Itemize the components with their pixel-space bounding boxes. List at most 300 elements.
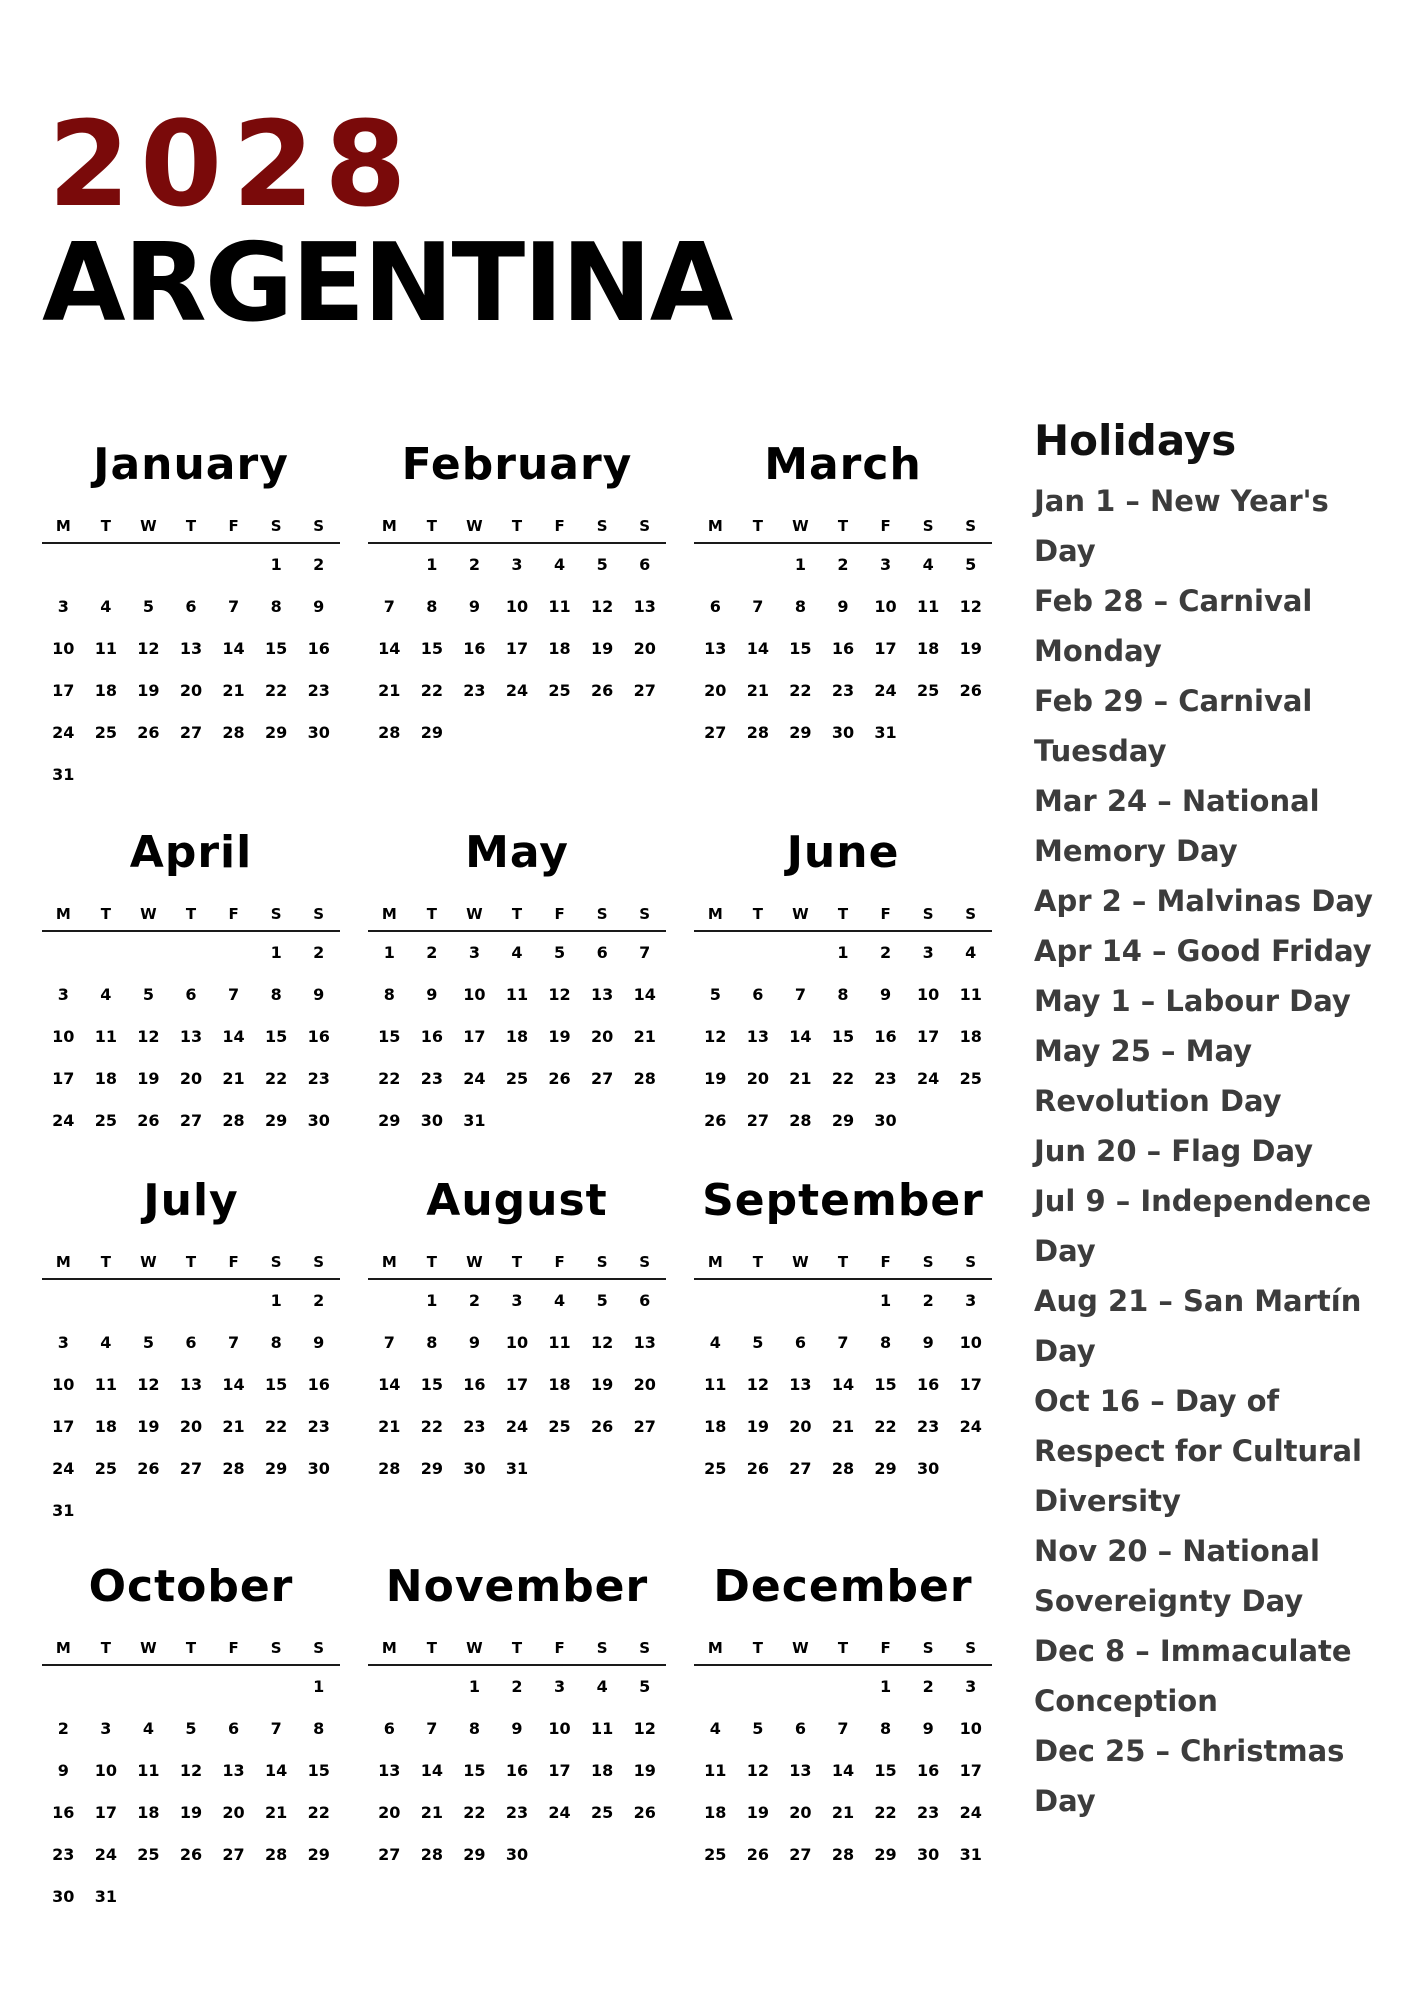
day-cell: 28 — [378, 723, 401, 742]
empty-cell — [170, 544, 213, 586]
weekday-header: M — [42, 898, 85, 932]
weekday-header: T — [822, 1246, 865, 1280]
day-cell: 15 — [789, 639, 812, 658]
day-cell: 27 — [789, 1845, 812, 1864]
day-cell: 18 — [94, 1417, 117, 1436]
weekday-header: F — [538, 898, 581, 932]
day-cell: 12 — [137, 1027, 160, 1046]
month-january — [42, 438, 340, 796]
day-cell: 27 — [746, 1111, 769, 1130]
day-cell: 31 — [94, 1887, 117, 1906]
day-cell: 10 — [505, 1333, 529, 1352]
day-cell: 8 — [879, 1333, 892, 1352]
day-cell: 28 — [789, 1111, 812, 1130]
month-april — [42, 826, 340, 1142]
empty-cell — [127, 544, 170, 586]
day-cell: 9 — [922, 1333, 934, 1352]
day-cell: 23 — [307, 1417, 330, 1436]
day-cell: 3 — [57, 597, 69, 616]
day-cell: 11 — [548, 1333, 571, 1352]
weekday-header: S — [297, 510, 340, 544]
day-cell: 29 — [463, 1845, 486, 1864]
month-name: November — [385, 1561, 649, 1612]
day-cell: 19 — [959, 639, 982, 658]
day-cell: 8 — [270, 985, 282, 1004]
day-cell: 8 — [270, 1333, 282, 1352]
month-name: October — [88, 1561, 294, 1612]
day-cell: 29 — [874, 1845, 897, 1864]
weekday-header: S — [949, 1632, 992, 1666]
empty-cell — [127, 1666, 170, 1708]
weekday-header: W — [127, 1632, 170, 1666]
month-grid — [368, 1246, 666, 1490]
day-cell: 18 — [704, 1417, 727, 1436]
day-cell: 26 — [548, 1069, 571, 1088]
day-cell: 18 — [137, 1803, 160, 1822]
month-grid — [368, 510, 666, 754]
day-cell: 18 — [591, 1761, 614, 1780]
empty-cell — [368, 544, 411, 586]
weekday-header: T — [496, 510, 539, 544]
day-cell: 16 — [505, 1761, 529, 1780]
day-cell: 7 — [383, 597, 395, 616]
day-cell: 28 — [831, 1459, 855, 1478]
weekday-header: T — [170, 510, 213, 544]
month-may — [368, 826, 666, 1142]
weekday-header: S — [581, 510, 624, 544]
day-cell: 31 — [874, 723, 897, 742]
day-cell: 22 — [463, 1803, 486, 1822]
day-cell: 8 — [426, 1333, 438, 1352]
day-cell: 6 — [227, 1719, 240, 1738]
weekday-header: T — [85, 1246, 128, 1280]
day-cell: 12 — [591, 1333, 614, 1352]
weekday-header: T — [85, 898, 128, 932]
day-cell: 19 — [548, 1027, 571, 1046]
day-cell: 17 — [463, 1027, 486, 1046]
day-cell: 13 — [633, 1333, 656, 1352]
weekday-header: S — [581, 898, 624, 932]
day-cell: 25 — [548, 681, 571, 700]
day-cell: 17 — [505, 1375, 529, 1394]
day-cell: 21 — [831, 1803, 855, 1822]
weekday-header: S — [907, 1632, 950, 1666]
day-cell: 8 — [383, 985, 395, 1004]
day-cell: 6 — [639, 555, 651, 574]
day-cell: 10 — [52, 1027, 75, 1046]
holiday-item: Feb 29 – Carnival Tuesday — [1034, 684, 1313, 768]
day-cell: 15 — [420, 639, 443, 658]
day-cell: 18 — [548, 639, 571, 658]
weekday-header: F — [864, 1246, 907, 1280]
weekday-header: F — [538, 1632, 581, 1666]
holiday-item: May 25 – May Revolution Day — [1034, 1034, 1282, 1118]
day-cell: 26 — [137, 1459, 160, 1478]
day-cell: 12 — [746, 1375, 769, 1394]
month-december — [694, 1560, 992, 1876]
day-cell: 1 — [426, 1291, 438, 1310]
month-june — [694, 826, 992, 1142]
day-cell: 26 — [591, 681, 614, 700]
day-cell: 18 — [959, 1027, 982, 1046]
month-november — [368, 1560, 666, 1876]
day-cell: 7 — [837, 1719, 849, 1738]
year-title: 2028 — [48, 95, 417, 233]
day-cell: 29 — [420, 723, 443, 742]
day-cell: 27 — [222, 1845, 245, 1864]
empty-cell — [85, 1280, 128, 1322]
empty-cell — [85, 544, 128, 586]
day-cell: 13 — [746, 1027, 769, 1046]
day-cell: 18 — [917, 639, 940, 658]
weekday-header: M — [694, 1632, 737, 1666]
month-grid — [42, 1632, 340, 1918]
weekday-header: S — [623, 1632, 666, 1666]
day-cell: 11 — [94, 639, 117, 658]
weekday-header: W — [779, 898, 822, 932]
holiday-item: Oct 16 – Day of Respect for Cultural Diversity — [1034, 1384, 1362, 1518]
day-cell: 16 — [52, 1803, 75, 1822]
day-cell: 22 — [420, 1417, 443, 1436]
day-cell: 6 — [185, 597, 197, 616]
day-cell: 17 — [917, 1027, 940, 1046]
weekday-header: T — [411, 898, 454, 932]
day-cell: 11 — [94, 1375, 117, 1394]
day-cell: 28 — [222, 1459, 245, 1478]
day-cell: 14 — [378, 1375, 401, 1394]
day-cell: 25 — [94, 723, 117, 742]
weekday-header: T — [737, 1246, 780, 1280]
day-cell: 12 — [746, 1761, 769, 1780]
empty-cell — [822, 1280, 865, 1322]
day-cell: 19 — [137, 1417, 160, 1436]
day-cell: 26 — [137, 1111, 160, 1130]
day-cell: 16 — [307, 639, 330, 658]
day-cell: 29 — [420, 1459, 443, 1478]
day-cell: 4 — [511, 943, 523, 962]
month-grid — [694, 1246, 992, 1490]
weekday-header: S — [623, 510, 666, 544]
day-cell: 15 — [265, 639, 288, 658]
month-name: February — [401, 439, 633, 490]
day-cell: 3 — [511, 555, 523, 574]
day-cell: 1 — [837, 943, 849, 962]
day-cell: 4 — [100, 597, 112, 616]
day-cell: 16 — [463, 1375, 486, 1394]
day-cell: 26 — [591, 1417, 614, 1436]
empty-cell — [85, 932, 128, 974]
month-name: January — [93, 439, 289, 490]
empty-cell — [212, 544, 255, 586]
day-cell: 17 — [548, 1761, 571, 1780]
day-cell: 6 — [383, 1719, 395, 1738]
day-cell: 8 — [468, 1719, 480, 1738]
day-cell: 25 — [917, 681, 940, 700]
day-cell: 17 — [52, 1069, 75, 1088]
day-cell: 5 — [553, 943, 566, 962]
day-cell: 30 — [307, 1111, 330, 1130]
weekday-header: T — [822, 1632, 865, 1666]
month-name: July — [143, 1175, 239, 1226]
day-cell: 31 — [959, 1845, 982, 1864]
day-cell: 29 — [831, 1111, 855, 1130]
day-cell: 20 — [704, 681, 727, 700]
holiday-item: Jan 1 – New Year's Day — [1034, 484, 1329, 568]
empty-cell — [779, 1280, 822, 1322]
day-cell: 1 — [270, 555, 282, 574]
day-cell: 5 — [709, 985, 721, 1004]
day-cell: 21 — [746, 681, 769, 700]
day-cell: 22 — [265, 1417, 288, 1436]
day-cell: 20 — [789, 1417, 812, 1436]
day-cell: 10 — [94, 1761, 117, 1780]
day-cell: 18 — [94, 681, 117, 700]
day-cell: 7 — [752, 597, 764, 616]
day-cell: 9 — [313, 597, 325, 616]
day-cell: 5 — [142, 597, 154, 616]
day-cell: 10 — [917, 985, 940, 1004]
month-name: April — [129, 827, 253, 878]
day-cell: 14 — [265, 1761, 288, 1780]
day-cell: 27 — [633, 1417, 656, 1436]
day-cell: 30 — [505, 1845, 529, 1864]
day-cell: 8 — [313, 1719, 325, 1738]
empty-cell — [737, 1666, 780, 1708]
day-cell: 11 — [94, 1027, 117, 1046]
weekday-header: W — [453, 510, 496, 544]
month-july — [42, 1174, 340, 1532]
day-cell: 30 — [52, 1887, 75, 1906]
day-cell: 10 — [52, 1375, 75, 1394]
day-cell: 4 — [100, 1333, 112, 1352]
day-cell: 24 — [959, 1417, 982, 1436]
empty-cell — [737, 544, 780, 586]
day-cell: 14 — [831, 1375, 855, 1394]
day-cell: 7 — [227, 597, 240, 616]
month-name: September — [702, 1175, 984, 1226]
weekday-header: T — [496, 1632, 539, 1666]
day-cell: 24 — [505, 1417, 529, 1436]
day-cell: 22 — [420, 681, 443, 700]
weekday-header: S — [297, 1246, 340, 1280]
day-cell: 5 — [142, 1333, 154, 1352]
day-cell: 31 — [52, 1501, 75, 1520]
holiday-item: Dec 25 – Christmas Day — [1034, 1734, 1345, 1818]
day-cell: 22 — [831, 1069, 855, 1088]
weekday-header: T — [737, 1632, 780, 1666]
day-cell: 9 — [57, 1761, 69, 1780]
day-cell: 29 — [265, 723, 288, 742]
day-cell: 19 — [633, 1761, 656, 1780]
day-cell: 17 — [94, 1803, 117, 1822]
day-cell: 4 — [709, 1719, 721, 1738]
day-cell: 9 — [922, 1719, 934, 1738]
day-cell: 26 — [137, 723, 160, 742]
empty-cell — [694, 1280, 737, 1322]
day-cell: 2 — [879, 943, 892, 962]
day-cell: 20 — [179, 1069, 203, 1088]
day-cell: 15 — [420, 1375, 443, 1394]
weekday-header: F — [538, 1246, 581, 1280]
empty-cell — [212, 1280, 255, 1322]
day-cell: 25 — [548, 1417, 571, 1436]
weekday-header: S — [949, 510, 992, 544]
weekday-header: M — [694, 1246, 737, 1280]
day-cell: 5 — [965, 555, 977, 574]
day-cell: 19 — [137, 681, 160, 700]
day-cell: 2 — [511, 1677, 523, 1696]
day-cell: 1 — [270, 943, 282, 962]
day-cell: 30 — [463, 1459, 486, 1478]
day-cell: 7 — [270, 1719, 282, 1738]
day-cell: 8 — [879, 1719, 892, 1738]
weekday-header: T — [170, 898, 213, 932]
month-march — [694, 438, 992, 754]
day-cell: 5 — [752, 1719, 764, 1738]
month-grid — [368, 1632, 666, 1876]
month-name: December — [713, 1561, 973, 1612]
day-cell: 3 — [511, 1291, 523, 1310]
day-cell: 31 — [463, 1111, 486, 1130]
weekday-header: M — [368, 510, 411, 544]
day-cell: 3 — [965, 1291, 977, 1310]
weekday-header: S — [581, 1632, 624, 1666]
day-cell: 10 — [548, 1719, 571, 1738]
weekday-header: S — [907, 1246, 950, 1280]
weekday-header: T — [85, 1632, 128, 1666]
day-cell: 15 — [831, 1027, 855, 1046]
empty-cell — [822, 1666, 865, 1708]
weekday-header: S — [623, 1246, 666, 1280]
day-cell: 28 — [378, 1459, 401, 1478]
weekday-header: T — [822, 898, 865, 932]
day-cell: 24 — [874, 681, 897, 700]
weekday-header: S — [255, 510, 298, 544]
empty-cell — [779, 932, 822, 974]
day-cell: 22 — [265, 681, 288, 700]
day-cell: 2 — [426, 943, 438, 962]
weekday-header: W — [779, 510, 822, 544]
day-cell: 3 — [57, 1333, 69, 1352]
day-cell: 20 — [746, 1069, 769, 1088]
day-cell: 4 — [100, 985, 112, 1004]
day-cell: 29 — [307, 1845, 330, 1864]
day-cell: 12 — [137, 1375, 160, 1394]
weekday-header: F — [864, 898, 907, 932]
day-cell: 20 — [633, 1375, 656, 1394]
day-cell: 11 — [959, 985, 982, 1004]
day-cell: 24 — [52, 1111, 75, 1130]
empty-cell — [737, 932, 780, 974]
day-cell: 15 — [265, 1027, 288, 1046]
weekday-header: F — [212, 898, 255, 932]
holidays-list — [1034, 476, 1394, 1826]
day-cell: 21 — [265, 1803, 288, 1822]
day-cell: 12 — [179, 1761, 203, 1780]
day-cell: 31 — [505, 1459, 529, 1478]
day-cell: 13 — [222, 1761, 245, 1780]
day-cell: 4 — [553, 555, 566, 574]
day-cell: 15 — [874, 1761, 897, 1780]
empty-cell — [694, 544, 737, 586]
day-cell: 23 — [307, 1069, 330, 1088]
day-cell: 14 — [831, 1761, 855, 1780]
day-cell: 27 — [378, 1845, 401, 1864]
day-cell: 30 — [917, 1845, 940, 1864]
weekday-header: F — [864, 1632, 907, 1666]
holidays-title: Holidays — [1034, 416, 1237, 465]
day-cell: 28 — [265, 1845, 288, 1864]
day-cell: 5 — [596, 555, 608, 574]
day-cell: 30 — [917, 1459, 940, 1478]
day-cell: 21 — [789, 1069, 812, 1088]
month-grid — [694, 1632, 992, 1876]
day-cell: 23 — [917, 1803, 940, 1822]
day-cell: 10 — [52, 639, 75, 658]
day-cell: 14 — [746, 639, 769, 658]
day-cell: 10 — [505, 597, 529, 616]
day-cell: 25 — [505, 1069, 529, 1088]
weekday-header: M — [42, 1632, 85, 1666]
day-cell: 18 — [505, 1027, 529, 1046]
day-cell: 5 — [185, 1719, 197, 1738]
day-cell: 3 — [100, 1719, 112, 1738]
day-cell: 17 — [959, 1761, 982, 1780]
day-cell: 27 — [591, 1069, 614, 1088]
empty-cell — [42, 1280, 85, 1322]
country-title: ARGENTINA — [42, 221, 732, 346]
day-cell: 20 — [179, 1417, 203, 1436]
day-cell: 6 — [185, 985, 197, 1004]
day-cell: 13 — [704, 639, 727, 658]
day-cell: 26 — [746, 1845, 769, 1864]
day-cell: 6 — [596, 943, 608, 962]
day-cell: 19 — [591, 1375, 614, 1394]
day-cell: 3 — [922, 943, 934, 962]
empty-cell — [694, 1666, 737, 1708]
day-cell: 8 — [426, 597, 438, 616]
day-cell: 19 — [704, 1069, 727, 1088]
holiday-item: Apr 14 – Good Friday — [1034, 934, 1372, 968]
day-cell: 18 — [548, 1375, 571, 1394]
day-cell: 23 — [307, 681, 330, 700]
day-cell: 2 — [57, 1719, 69, 1738]
day-cell: 16 — [831, 639, 855, 658]
empty-cell — [737, 1280, 780, 1322]
empty-cell — [255, 1666, 298, 1708]
weekday-header: S — [255, 898, 298, 932]
empty-cell — [694, 932, 737, 974]
day-cell: 16 — [874, 1027, 897, 1046]
holiday-item: Mar 24 – National Memory Day — [1034, 784, 1320, 868]
day-cell: 3 — [965, 1677, 977, 1696]
day-cell: 25 — [94, 1459, 117, 1478]
day-cell: 10 — [874, 597, 897, 616]
day-cell: 3 — [57, 985, 69, 1004]
day-cell: 21 — [378, 1417, 401, 1436]
weekday-header: F — [212, 1246, 255, 1280]
weekday-header: W — [779, 1246, 822, 1280]
day-cell: 3 — [553, 1677, 566, 1696]
day-cell: 7 — [227, 985, 240, 1004]
weekday-header: S — [907, 510, 950, 544]
day-cell: 27 — [704, 723, 727, 742]
month-september — [694, 1174, 992, 1490]
empty-cell — [368, 1280, 411, 1322]
month-name: June — [786, 827, 900, 878]
day-cell: 12 — [591, 597, 614, 616]
empty-cell — [170, 1280, 213, 1322]
